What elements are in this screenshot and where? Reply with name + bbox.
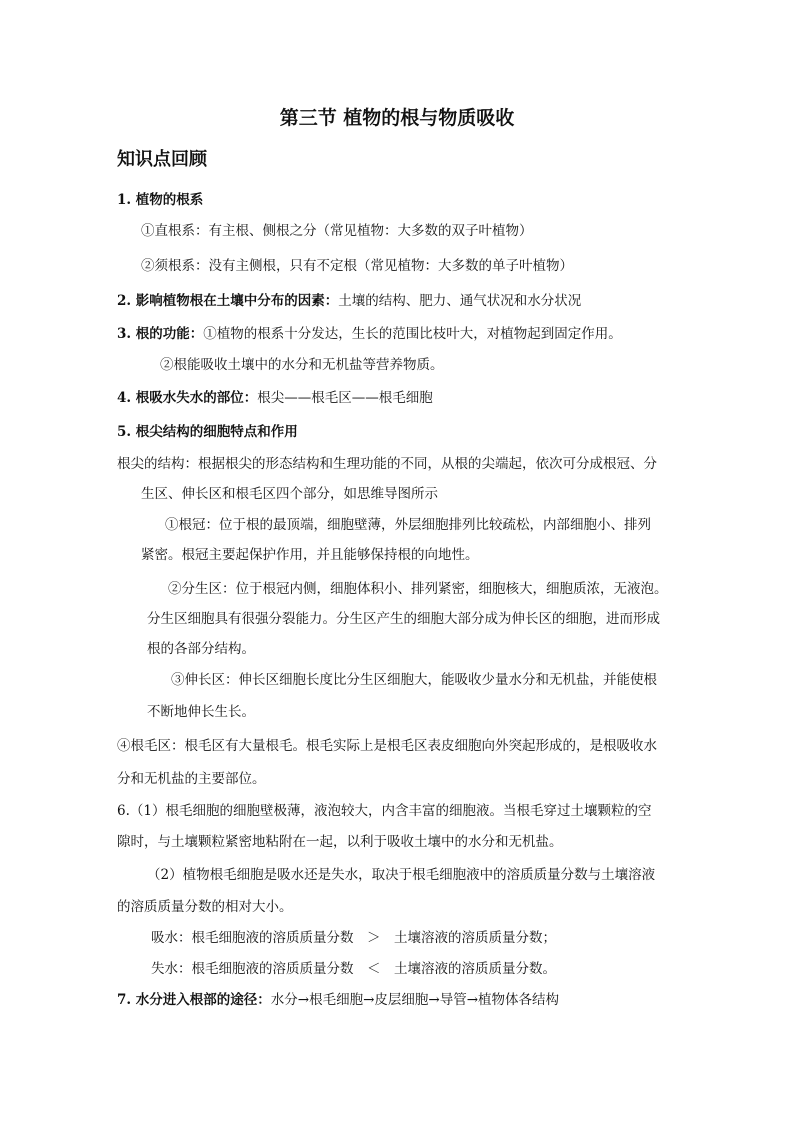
meristem-line-2: 分生区细胞具有很强分裂能力。分生区产生的细胞大部分成为伸长区的细胞，进而形成 xyxy=(147,611,660,627)
point-4-text: 根尖——根毛区——根毛细胞 xyxy=(257,390,433,406)
absorb-condition: 吸水：根毛细胞液的溶质质量分数 ＞ 土壤溶液的溶质质量分数； xyxy=(151,930,556,946)
root-hair-zone-line-2: 分和无机盐的主要部位。 xyxy=(117,771,266,787)
point-1-heading: 1. 植物的根系 xyxy=(117,192,204,208)
root-hair-zone-line-1: ④根毛区：根毛区有大量根毛。根毛实际上是根毛区表皮细胞向外突起形成的，是根吸收水 xyxy=(117,738,657,754)
point-5-intro-line-2: 生区、伸长区和根毛区四个部分，如思维导图所示 xyxy=(141,486,438,502)
point-6-line-2: 隙时，与土壤颗粒紧密地粘附在一起，以利于吸收土壤中的水分和无机盐。 xyxy=(117,834,563,850)
point-3-text: ①植物的根系十分发达，生长的范围比枝叶大，对植物起到固定作用。 xyxy=(203,326,622,342)
meristem-line-1: ②分生区：位于根冠内侧，细胞体积小、排列紧密，细胞核大，细胞质浓，无液泡。 xyxy=(168,581,668,597)
point-3-heading: 3. 根的功能： xyxy=(117,326,204,342)
point-5-heading: 5. 根尖结构的细胞特点和作用 xyxy=(117,424,298,440)
point-5-intro-line-1: 根尖的结构：根据根尖的形态结构和生理功能的不同，从根的尖端起，依次可分成根冠、分 xyxy=(117,456,657,472)
point-7-heading: 7. 水分进入根部的途径： xyxy=(117,992,271,1008)
root-cap-line-2: 紧密。根冠主要起保护作用，并且能够保持根的向地性。 xyxy=(141,547,479,563)
point-6-line-1: 6.（1）根毛细胞的细胞壁极薄，液泡较大，内含丰富的细胞液。当根毛穿过土壤颗粒的空 xyxy=(117,803,652,819)
elongation-line-1: ③伸长区：伸长区细胞长度比分生区细胞大，能吸收少量水分和无机盐，并能使根 xyxy=(171,672,657,688)
point-4 xyxy=(117,389,433,407)
point-6-line-4: 的溶质质量分数的相对大小。 xyxy=(117,899,293,915)
point-1-item-2: ②须根系：没有主侧根，只有不定根（常见植物：大多数的单子叶植物） xyxy=(141,258,573,274)
page-title: 第三节 植物的根与物质吸收 xyxy=(279,107,515,129)
point-3-text-2: ②根能吸收土壤中的水分和无机盐等营养物质。 xyxy=(160,357,444,373)
point-7 xyxy=(117,991,559,1009)
elongation-line-2: 不断地伸长生长。 xyxy=(147,704,255,720)
point-2-heading: 2. 影响植物根在土壤中分布的因素： xyxy=(117,293,339,309)
section-heading: 知识点回顾 xyxy=(117,149,207,170)
root-cap-line-1: ①根冠：位于根的最顶端，细胞壁薄，外层细胞排列比较疏松，内部细胞小、排列 xyxy=(165,517,651,533)
meristem-line-3: 根的各部分结构。 xyxy=(147,641,255,657)
point-1-item-1: ①直根系：有主根、侧根之分（常见植物：大多数的双子叶植物） xyxy=(141,223,533,239)
point-6-line-3: （2）植物根毛细胞是吸水还是失水，取决于根毛细胞液中的溶质质量分数与土壤溶液 xyxy=(147,867,656,883)
lose-condition: 失水：根毛细胞液的溶质质量分数 ＜ 土壤溶液的溶质质量分数。 xyxy=(151,961,556,977)
point-2-text: 土壤的结构、肥力、通气状况和水分状况 xyxy=(338,293,582,309)
point-7-text: 水分→根毛细胞→皮层细胞→导管→植物体各结构 xyxy=(270,992,560,1008)
point-3 xyxy=(117,325,622,343)
point-2 xyxy=(117,292,581,310)
point-4-heading: 4. 根吸水失水的部位： xyxy=(117,390,258,406)
